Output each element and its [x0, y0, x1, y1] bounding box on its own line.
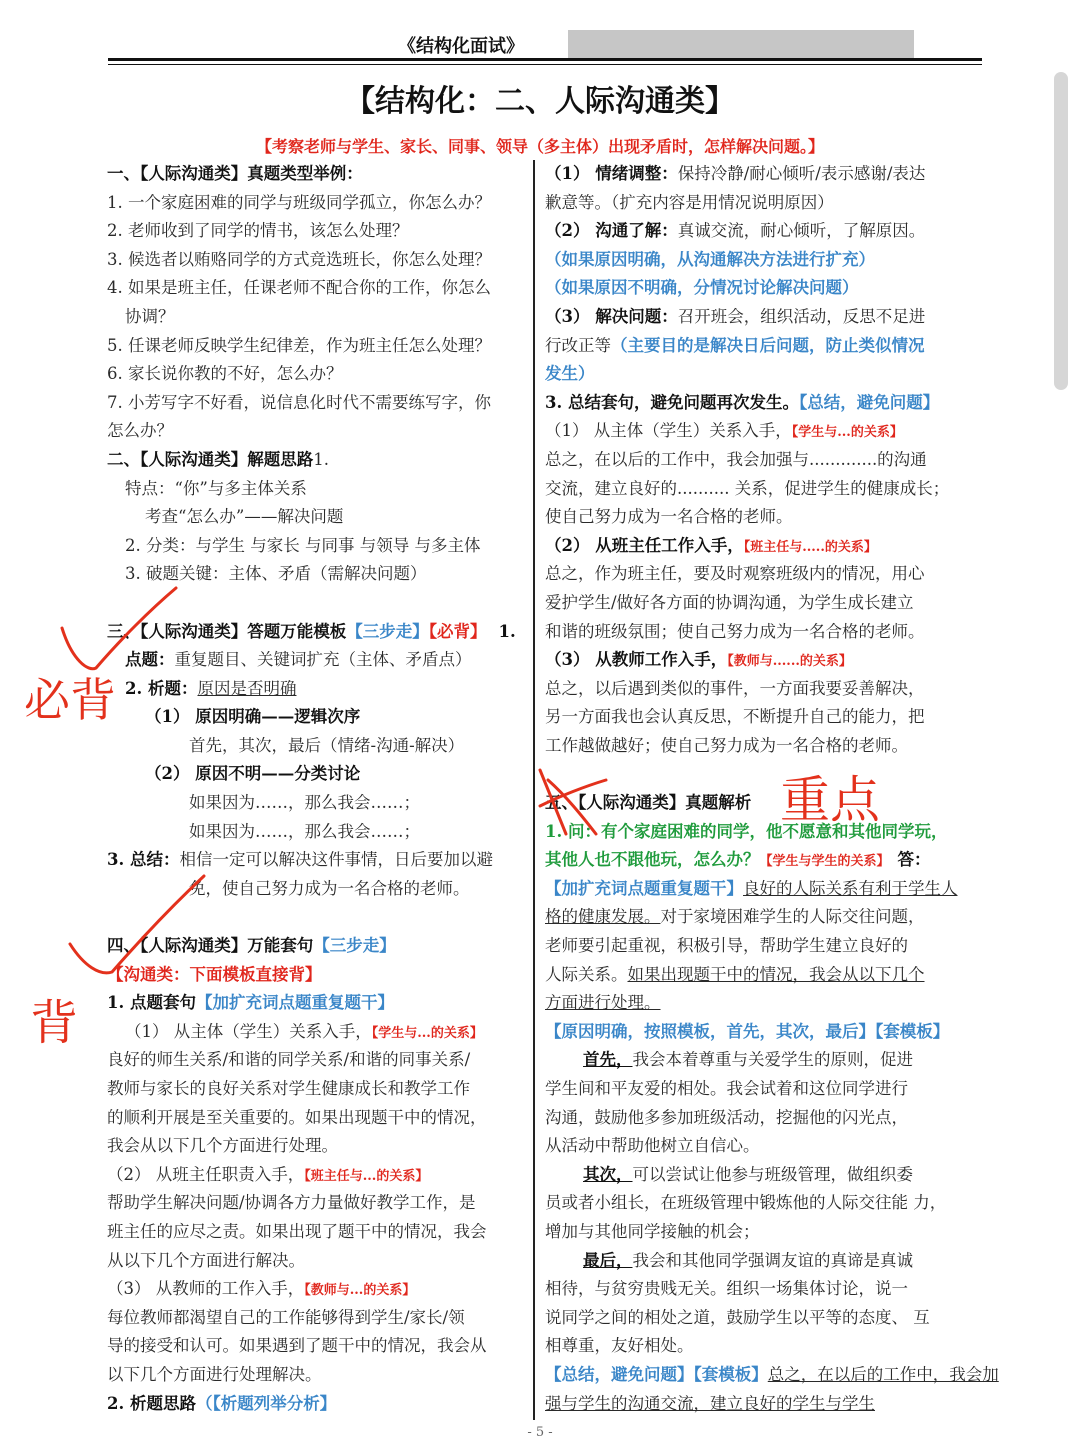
- answer-text: 对于家境困难学生的人际交往问题，: [660, 907, 925, 927]
- answer-text: 强与学生的沟通交流，建立良好的学生与学生: [545, 1393, 875, 1413]
- section-1-title: 一、【人际沟通类】真题类型举例：: [107, 164, 363, 183]
- blue-note: （如果原因不明确，分情况讨论解决问题）: [545, 278, 859, 298]
- answer-label: 其次，: [583, 1164, 633, 1184]
- body-line: 的顺利开展是至关重要的。如果出现题干中的情况，: [107, 1107, 487, 1127]
- handwritten-bei: 背: [30, 995, 79, 1051]
- body-line: 歉意等。（扩充内容是用情况说明原因）: [545, 192, 834, 212]
- phrase-heading: 2. 析题思路: [107, 1393, 196, 1413]
- step-text: 召开班会，组织活动，反思不足进: [677, 306, 926, 326]
- answer-text: 从活动中帮助他树立自信心。: [545, 1136, 760, 1156]
- question-item: 5. 任课老师反映学生纪律差，作为班主任怎么处理？: [107, 335, 491, 355]
- blue-note: （如果原因明确，从沟通解决方法进行扩充）: [545, 249, 875, 269]
- question-item: 1. 一个家庭困难的同学与班级同学孤立，你怎么办？: [107, 192, 491, 212]
- answer-text: 格的健康发展。: [545, 907, 661, 927]
- section-4-title: 四、【人际沟通类】万能套句: [107, 936, 314, 956]
- answer-text: 人际关系。: [545, 964, 628, 984]
- body-line: 另一方面我也会认真反思，不断提升自己的能力，把: [545, 707, 925, 727]
- section-5-title: 五、【人际沟通类】真题解析: [545, 793, 752, 813]
- page-number: - 5 -: [527, 1425, 553, 1440]
- blue-note: （主要目的是解决日后问题，防止类似情况: [611, 335, 925, 355]
- relation-tag: 【学生与...的关系】: [371, 1025, 483, 1041]
- answer-text: 说同学之间的相处之道，鼓励学生以平等的态度、 互: [545, 1307, 930, 1327]
- phrase-tag: （【析题列举分析】: [195, 1393, 337, 1413]
- case-heading: （3） 从教师的工作入手，: [107, 1279, 305, 1299]
- question-item: 7. 小芳写字不好看，说信息化时代不需要练写字，你: [107, 392, 491, 412]
- answer-label: 最后，: [583, 1250, 633, 1270]
- phrase-tag: 【加扩充词点题重复题干】: [545, 878, 743, 898]
- step-label: 2. 析题：: [125, 678, 198, 698]
- body-line: 导的接受和认可。如果遇到了题干中的情况，我会从: [107, 1336, 487, 1356]
- case-heading: （1） 原因明确——逻辑次序: [145, 707, 361, 727]
- header-rule-thin: [108, 64, 982, 65]
- question-text: 其他人也不跟他玩，怎么办？: [545, 850, 760, 870]
- answer-text: 可以尝试让他参与班级管理，做组织委: [632, 1164, 913, 1184]
- body-line: 总之，作为班主任，要及时观察班级内的情况，用心: [545, 564, 925, 584]
- question-item-cont: 协调？: [125, 306, 175, 326]
- page-header: [108, 28, 982, 60]
- left-column: [107, 160, 525, 1418]
- answer-text: 总之，在以后的工作中，我会加: [767, 1364, 999, 1384]
- case-heading: （2） 从班主任工作入手，: [545, 535, 744, 555]
- blue-note: 发生）: [545, 364, 595, 384]
- question-item: 6. 家长说你教的不好，怎么办？: [107, 364, 343, 384]
- answer-text: 员或者小组长，在班级管理中锻炼他的人际交往能 力，: [545, 1193, 947, 1213]
- answer-text: 如果出现题干中的情况，我会从以下几个: [627, 964, 925, 984]
- relation-tag: 【教师与...的关系】: [304, 1283, 416, 1299]
- answer-text: 方面进行处理。: [545, 993, 661, 1013]
- case-heading: （2） 从班主任职责入手，: [107, 1164, 305, 1184]
- approach-line: 3. 破题关键：主体、矛盾（需解决问题）: [125, 564, 427, 584]
- question-text: 1. 问：有个家庭困难的同学，他不愿意和其他同学玩，: [545, 821, 948, 841]
- scrollbar-thumb[interactable]: [1054, 72, 1068, 390]
- phrase-tag: 【总结，避免问题】: [798, 392, 940, 412]
- body-line: 以下几个方面进行处理解决。: [107, 1364, 322, 1384]
- case-text: 如果因为……，那么我会……；: [189, 793, 420, 813]
- case-heading: （1） 从主体（学生）关系入手，: [545, 421, 792, 441]
- template-tag: 【原因明确，按照模板，首先，其次，最后】【套模板】: [545, 1021, 950, 1041]
- body-line: 帮助学生解决问题/协调各方力量做好教学工作，是: [107, 1193, 476, 1213]
- answer-text: 增加与其他同学接触的机会；: [545, 1221, 760, 1241]
- relation-tag: 【班主任与.....的关系】: [743, 539, 877, 555]
- step-text: 免，使自己努力成为一名合格的老师。: [189, 878, 470, 898]
- body-line: 教师与家长的良好关系对学生健康成长和教学工作: [107, 1079, 470, 1098]
- relation-tag: 【学生与...的关系】: [791, 425, 903, 441]
- step-text: 保持冷静/耐心倾听/表示感谢/表达: [677, 164, 926, 183]
- approach-line: 2. 分类：与学生 与家长 与同事 与领导 与多主体: [125, 535, 481, 555]
- approach-line: 考查“怎么办”——解决问题: [145, 507, 344, 527]
- body-line: 和谐的班级氛围；使自己努力成为一名合格的老师。: [545, 621, 925, 641]
- answer-text: 相待，与贫穷贵贱无关。组织一场集体讨论，说一: [545, 1279, 908, 1299]
- spacer: [545, 760, 975, 789]
- handwritten-bibei: 必背: [24, 673, 116, 727]
- body-line: 爱护学生/做好各方面的协调沟通，为学生成长建立: [545, 592, 914, 612]
- section-4-tag: 【三步走】: [313, 936, 396, 956]
- answer-text: 相尊重，友好相处。: [545, 1336, 694, 1356]
- answer-text: 老师要引起重视，积极引导，帮助学生建立良好的: [545, 936, 908, 956]
- body-line: 使自己努力成为一名合格的老师。: [545, 507, 793, 527]
- step-text: 真诚交流，耐心倾听，了解原因。: [677, 221, 926, 241]
- answer-text: 我会和其他同学强调友谊的真谛是真诚: [632, 1250, 913, 1270]
- relation-tag: 【班主任与...的关系】: [304, 1168, 429, 1184]
- body-line: 交流，建立良好的.......... 关系，促进学生的健康成长；: [545, 478, 950, 498]
- body-line: 总之，以后遇到类似的事件，一方面我要妥善解决，: [545, 678, 925, 698]
- question-item: 4. 如果是班主任，任课老师不配合你的工作，你怎么: [107, 278, 491, 298]
- step-label: 点题：: [125, 650, 175, 670]
- body-line: 我会从以下几个方面进行处理。: [107, 1136, 338, 1156]
- section-2-title: 二、【人际沟通类】解题思路: [107, 449, 314, 469]
- phrase-heading: 3. 总结套句，避免问题再次发生。: [545, 392, 799, 412]
- redaction-bar: [568, 30, 914, 58]
- phrase-heading: 1. 点题套句: [107, 993, 196, 1013]
- case-heading: （2） 原因不明——分类讨论: [145, 764, 361, 784]
- question-item: 2. 老师收到了同学的情书，该怎么处理？: [107, 221, 409, 241]
- spacer: [107, 903, 525, 932]
- body-line: 工作越做越好；使自己努力成为一名合格的老师。: [545, 735, 908, 755]
- body-line: 每位教师都渴望自己的工作能够得到学生/家长/领: [107, 1307, 465, 1327]
- answer-text: 沟通，鼓励他多参加班级活动，挖掘他的闪光点，: [545, 1107, 908, 1127]
- body-line: 良好的师生关系/和谐的同学关系/和谐的同事关系/: [107, 1050, 471, 1070]
- column-divider: [533, 160, 535, 1420]
- phrase-tag: 【加扩充词点题重复题干】: [195, 993, 394, 1013]
- answer-label: 首先，: [583, 1050, 633, 1070]
- step-label: 3. 总结：: [107, 850, 180, 870]
- case-text: 首先，其次，最后（情绪-沟通-解决）: [189, 735, 465, 755]
- step-label: （2） 沟通了解：: [545, 221, 678, 241]
- section-3-num: 1.: [498, 621, 516, 641]
- relation-tag: 【教师与......的关系】: [727, 654, 852, 670]
- answer-label: 答：: [897, 850, 931, 870]
- spacer: [107, 589, 525, 618]
- question-item-cont: 怎么办？: [107, 421, 173, 441]
- memorize-note: 【沟通类：下面模板直接背】: [107, 964, 322, 984]
- case-text: 如果因为……，那么我会……；: [189, 821, 420, 841]
- relation-tag: 【学生与学生的关系】: [759, 854, 890, 870]
- page-title: 【结构化：二、人际沟通类】: [345, 84, 735, 119]
- phrase-tag: 【总结，避免问题】【套模板】: [545, 1364, 768, 1384]
- answer-text: 良好的人际关系有利于学生人: [743, 878, 958, 898]
- section-3-tag: 【三步走】: [346, 621, 429, 641]
- document-name: 《结构化面试》: [398, 36, 524, 57]
- answer-text: 我会本着尊重与关爱学生的原则，促进: [632, 1050, 913, 1070]
- step-text: 原因是否明确: [197, 678, 297, 698]
- body-line: 班主任的应尽之责。如果出现了题干中的情况，我会: [107, 1221, 487, 1241]
- section-2-num: 1.: [313, 449, 329, 469]
- body-line: 总之，在以后的工作中，我会加强与.............的沟通: [545, 449, 927, 469]
- body-line: 从以下几个方面进行解决。: [107, 1250, 305, 1270]
- answer-text: 学生间和平友爱的相处。我会试着和这位同学进行: [545, 1079, 908, 1098]
- page-subtitle: 【考察老师与学生、家长、同事、领导（多主体）出现矛盾时，怎样解决问题。】: [255, 137, 824, 156]
- approach-line: 特点：“你”与多主体关系: [125, 478, 307, 498]
- step-text: 重复题目、关键词扩充（主体、矛盾点）: [174, 650, 472, 670]
- body-line: 行改正等: [545, 335, 611, 355]
- section-3-title: 三、【人际沟通类】答题万能模板: [107, 621, 347, 641]
- step-label: （3） 解决问题：: [545, 306, 678, 326]
- handwritten-zhongdian: 重点: [780, 771, 880, 829]
- case-heading: （3） 从教师工作入手，: [545, 650, 728, 670]
- case-heading: （1） 从主体（学生）关系入手，: [125, 1021, 372, 1041]
- right-column: [545, 160, 999, 1418]
- step-text: 相信一定可以解决这件事情，日后要加以避: [179, 850, 493, 870]
- must-memorize-tag: 【必背】: [428, 621, 487, 641]
- step-label: （1） 情绪调整：: [545, 164, 678, 183]
- header-rule: [108, 58, 982, 61]
- question-item: 3. 候选者以贿赂同学的方式竞选班长，你怎么处理？: [107, 249, 491, 269]
